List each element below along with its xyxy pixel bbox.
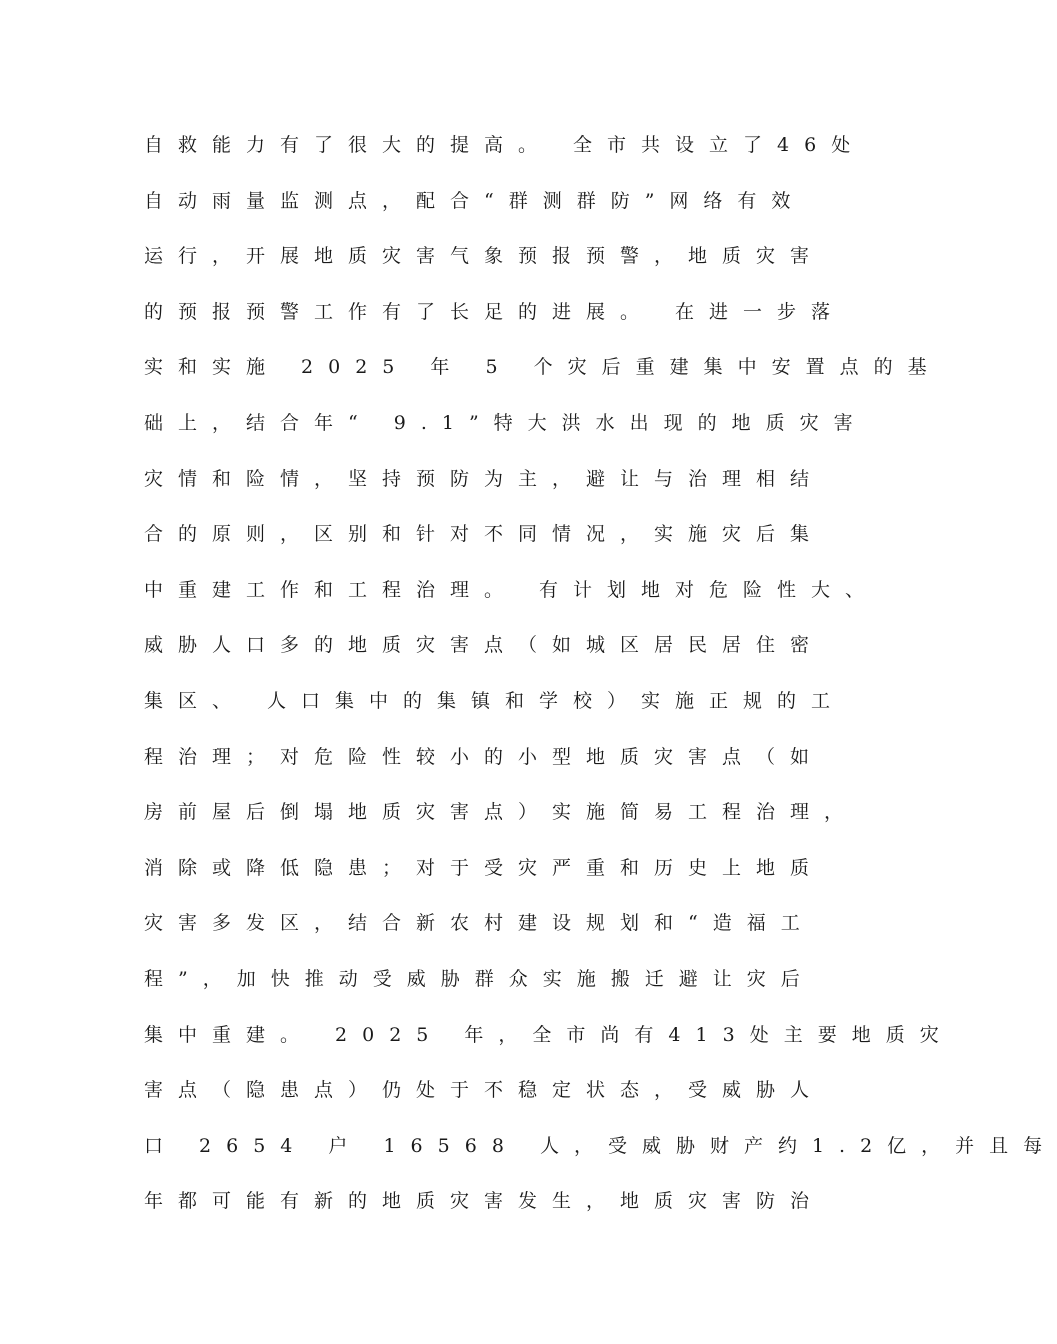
text-line: 房前屋后倒塌地质灾害点）实施简易工程治理，	[144, 801, 859, 824]
body-text	[144, 124, 1057, 1236]
text-line: 自动雨量监测点，配合“群测群防”网络有效	[144, 189, 806, 212]
text-line: 威胁人口多的地质灾害点（如城区居民居住密	[144, 634, 825, 657]
text-line: 础上，结合年“ 9.1”特大洪水出现的地质灾害	[144, 411, 868, 434]
text-line: 合的原则，区别和针对不同情况，实施灾后集	[144, 523, 825, 546]
text-line: 程”，加快推动受威胁群众实施搬迁避让灾后	[144, 967, 815, 990]
text-line: 程治理；对危险性较小的小型地质灾害点（如	[144, 745, 825, 768]
text-line: 实和实施 2025 年 5 个灾后重建集中安置点的基	[144, 356, 942, 379]
text-line: 集区、 人口集中的集镇和学校）实施正规的工	[144, 689, 846, 712]
text-line: 口 2654 户 16568 人，受威胁财产约1.2亿，并且每	[144, 1134, 1057, 1157]
text-line: 的预报预警工作有了长足的进展。 在进一步落	[144, 300, 846, 323]
text-line: 灾害多发区，结合新农村建设规划和“造福工	[144, 912, 815, 935]
text-line: 年都可能有新的地质灾害发生，地质灾害防治	[144, 1190, 825, 1213]
text-line: 害点（隐患点）仍处于不稳定状态，受威胁人	[144, 1079, 825, 1102]
text-line: 集中重建。 2025 年，全市尚有413处主要地质灾	[144, 1023, 954, 1046]
text-line: 灾情和险情，坚持预防为主，避让与治理相结	[144, 467, 825, 490]
text-line: 中重建工作和工程治理。 有计划地对危险性大、	[144, 578, 880, 601]
text-line: 消除或降低隐患；对于受灾严重和历史上地质	[144, 856, 825, 879]
text-line: 运行，开展地质灾害气象预报预警，地质灾害	[144, 245, 825, 268]
text-line: 自救能力有了很大的提高。 全市共设立了46处	[144, 134, 866, 156]
